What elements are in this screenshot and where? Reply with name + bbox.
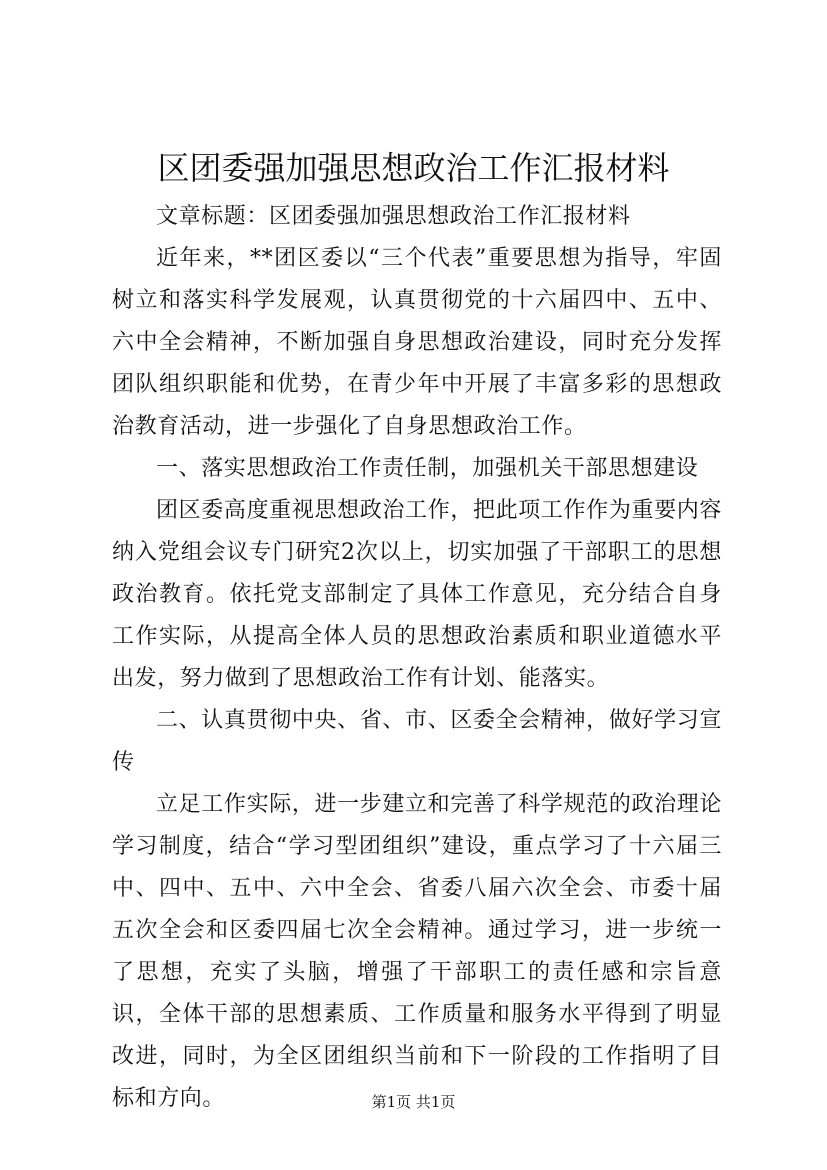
- document-body: [112, 196, 722, 1120]
- article-title-line: 文章标题：区团委强加强思想政治工作汇报材料: [156, 204, 631, 229]
- intro-paragraph: 近年来，**团区委以“三个代表”重要思想为指导，牢固树立和落实科学发展观，认真贯彻党的十六届四中、五中、六中全会精神，不断加强自身思想政治建设，同时充分发挥团队组织职能和优势，在青少年中开展了丰富多彩的思想政治教育活动，进一步强化了自身思想政治工作。: [112, 246, 722, 439]
- page-footer: 第1页 共1页: [371, 1093, 456, 1111]
- section-heading-1: 一、落实思想政治工作责任制，加强机关干部思想建设: [156, 456, 699, 481]
- section-heading-2: 二、认真贯彻中央、省、市、区委全会精神，做好学习宣传: [112, 708, 722, 775]
- section-paragraph-1: 团区委高度重视思想政治工作，把此项工作作为重要内容纳入党组会议专门研究2次以上，切实加强了干部职工的思想政治教育。依托党支部制定了具体工作意见，充分结合自身工作实际，从提高全体人员的思想政治素质和职业道德水平出发，努力做到了思想政治工作有计划、能落实。: [112, 498, 722, 691]
- section-paragraph-2: 立足工作实际，进一步建立和完善了科学规范的政治理论学习制度，结合“学习型团组织”建设，重点学习了十六届三中、四中、五中、六中全会、省委八届六次全会、市委十届五次全会和区委四届七次全会精神。通过学习，进一步统一了思想，充实了头脑，增强了干部职工的责任感和宗旨意识，全体干部的思想素质、工作质量和服务水平得到了明显改进，同时，为全区团组织当前和下一阶段的工作指明了目标和方向。: [112, 792, 722, 1111]
- document-title: 区团委强加强思想政治工作汇报材料: [157, 149, 670, 187]
